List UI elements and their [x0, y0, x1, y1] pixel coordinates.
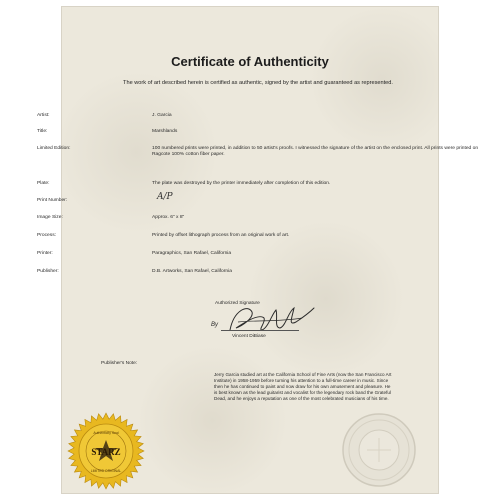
field-value: Paragraphics, San Rafael, California: [152, 251, 232, 256]
field-label: Image Size:: [37, 215, 63, 220]
seal-ring-top: Authenticity Seal: [93, 431, 119, 435]
field-value: J. Garcia: [152, 113, 172, 118]
field-label: Printer:: [37, 251, 53, 256]
publishers-note-label: Publisher's Note:: [101, 361, 138, 366]
seal-center-text: STARZ: [91, 447, 121, 457]
handwritten-signature: [218, 300, 318, 338]
field-label: Limited Edition:: [37, 146, 71, 151]
certificate-title: Certificate of Authenticity: [171, 54, 329, 69]
gold-seal: [66, 411, 146, 491]
embossed-seal: [339, 410, 419, 490]
field-value: D.B. Artworks, San Rafael, California: [152, 269, 232, 274]
field-label: Plate:: [37, 181, 50, 186]
publishers-note-text: Jerry Garcia studied art at the California School of Fine Arts (now the San Francisco Art Institute) in 1958-1959 before turning his attention to a full-time career in music. Since then he has continued to paint and now draw for his own amusement and pleasure. He is best known as the lead guitarist and vocalist for the legendary rock band the Grateful Dead, and he enjoys a reputation as one of the most celebrated musicians of his time.: [214, 372, 392, 401]
field-value: Printed by offset lithograph process from an original work of art.: [152, 233, 290, 238]
seal-ring-bottom: LIMITED ORIGINAL: [90, 469, 122, 473]
authorized-signature-label: Authorized Signature: [215, 301, 260, 306]
field-value: 100 numbered prints were printed, in addition to 50 artist's proofs. I witnessed the signature of the artist on the enclosed print. All prints were printed on Ragcote 100% cotton fiber paper.: [152, 146, 479, 158]
print-number-handwritten: A/P: [157, 192, 173, 202]
field-value: Marshlands: [152, 129, 178, 134]
certificate-intro: The work of art described herein is certified as authentic, signed by the artist and guaranteed as represented.: [123, 80, 393, 86]
field-value: Approx. 6" x 8": [152, 215, 185, 220]
by-label: By: [211, 322, 219, 328]
field-label: Artist:: [37, 113, 50, 118]
field-label: Publisher:: [37, 269, 59, 274]
field-label: Process:: [37, 233, 57, 238]
field-label: Title:: [37, 129, 48, 134]
field-value: The plate was destroyed by the printer immediately after completion of this edition.: [152, 181, 331, 186]
signature-line: [221, 330, 299, 331]
signer-name: Vincent DiBiase: [232, 334, 266, 339]
field-label: Print Number:: [37, 198, 68, 203]
